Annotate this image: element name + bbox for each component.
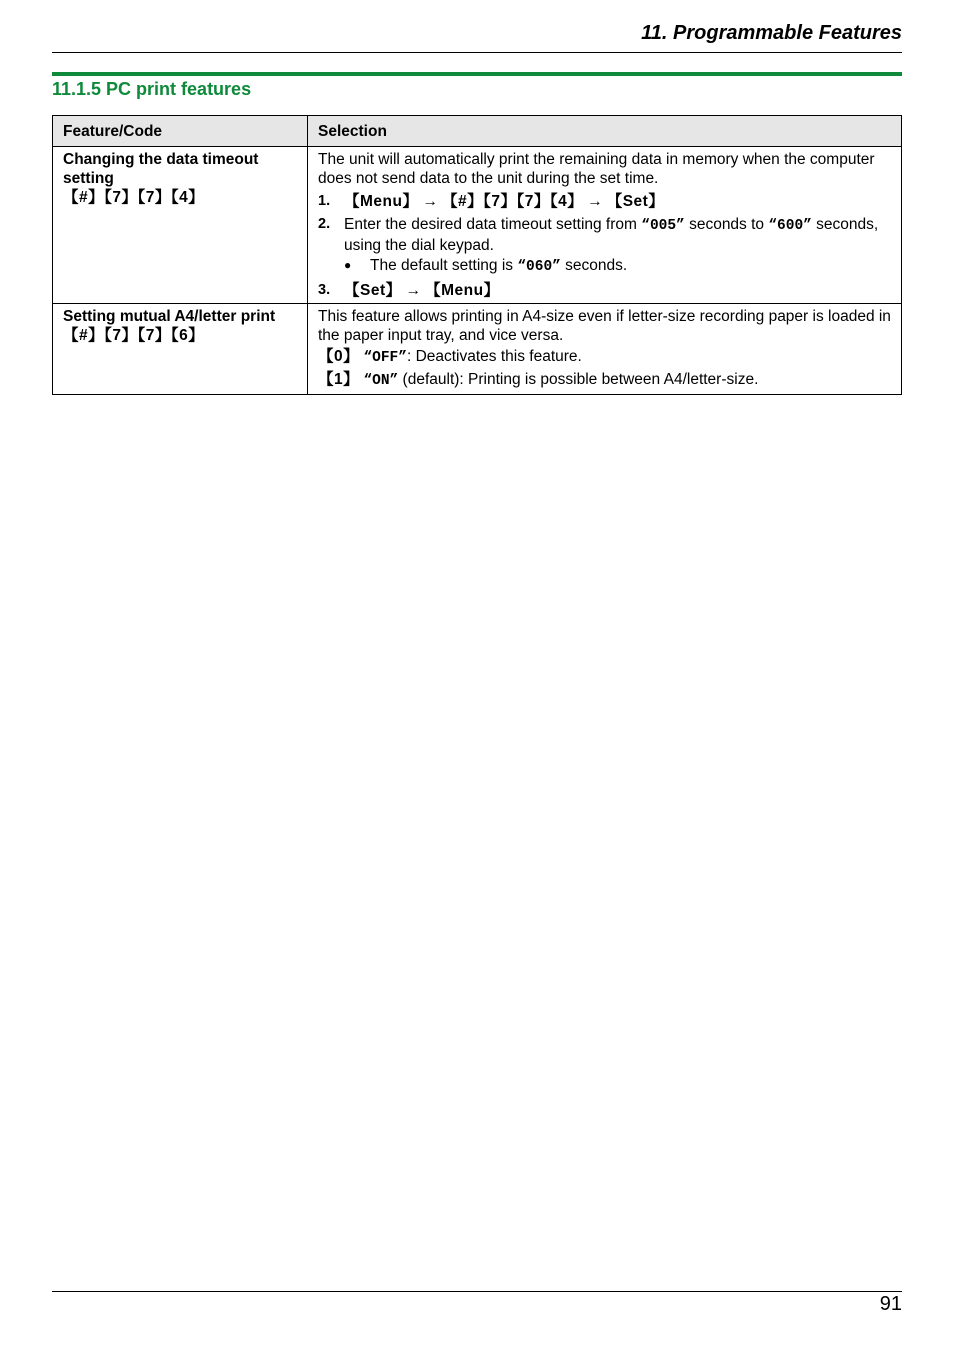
step-number: 1. (318, 193, 331, 209)
section-divider (52, 72, 902, 76)
table-row (53, 304, 902, 395)
option-key: 【1】 (318, 371, 360, 388)
step-text: Enter the desired data timeout setting from (344, 216, 642, 233)
arrow-right-icon: → (587, 193, 603, 210)
footer-rule (52, 1291, 902, 1292)
note-text: The default setting is (370, 257, 518, 274)
header-rule (52, 52, 902, 53)
feature-table (52, 115, 902, 395)
bullet-icon: ● (344, 258, 352, 272)
chapter-title: 11. Programmable Features (641, 22, 902, 44)
option-desc: : Deactivates this feature. (406, 348, 582, 365)
feature-cell (53, 147, 308, 304)
option-value: “ON” (363, 373, 399, 389)
selection-intro: The unit will automatically print the remaining data in memory when the computer does not send data to the unit during the set time. (318, 151, 875, 187)
feature-name: Changing the data timeout setting (63, 151, 259, 187)
feature-name: Setting mutual A4/letter print (63, 308, 276, 325)
option-value: “OFF” (363, 350, 407, 366)
note-text: seconds. (560, 257, 628, 274)
arrow-right-icon: → (422, 193, 438, 210)
set-key: 【Set】 (606, 193, 665, 210)
option-desc: (default): Printing is possible between A4/letter-size. (398, 371, 759, 388)
step-1 (318, 192, 891, 211)
default-note (344, 256, 891, 277)
selection-cell (308, 304, 902, 395)
step-text: seconds, using the dial keypad. (344, 216, 879, 254)
max-value: “600” (768, 218, 812, 234)
feature-code: 【#】【7】【7】【6】 (63, 327, 205, 344)
header-selection: Selection (308, 116, 902, 147)
set-key: 【Set】 (344, 282, 402, 299)
feature-code: 【#】【7】【7】【4】 (63, 189, 205, 206)
menu-key: 【Menu】 (425, 282, 500, 299)
table-header-row (53, 116, 902, 147)
step-number: 3. (318, 282, 331, 298)
page-number: 91 (879, 1293, 902, 1315)
option-key: 【0】 (318, 348, 360, 365)
step-2 (318, 215, 891, 277)
option-off (318, 347, 891, 368)
header-feature-code: Feature/Code (53, 116, 308, 147)
min-value: “005” (641, 218, 685, 234)
arrow-right-icon: → (405, 282, 422, 299)
code-keys: 【#】【7】【7】【4】 (441, 193, 584, 210)
section-title: 11.1.5 PC print features (52, 79, 252, 99)
selection-cell (308, 147, 902, 304)
table-row (53, 147, 902, 304)
menu-key: 【Menu】 (344, 193, 419, 210)
option-on (318, 370, 891, 391)
step-number: 2. (318, 216, 331, 232)
step-text: seconds to (684, 216, 769, 233)
selection-intro: This feature allows printing in A4-size even if letter-size recording paper is loaded in the paper input tray, and vice versa. (318, 308, 891, 344)
step-3 (318, 281, 891, 300)
feature-cell (53, 304, 308, 395)
default-value: “060” (517, 259, 561, 275)
